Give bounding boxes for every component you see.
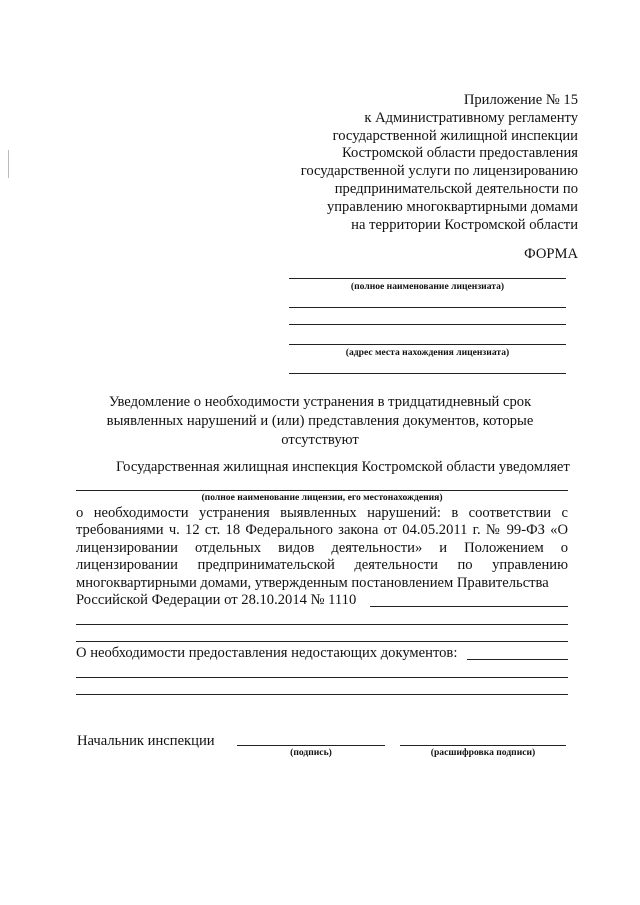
signature-decoding-caption: (расшифровка подписи) <box>430 747 536 758</box>
signature-decoding-line[interactable] <box>400 745 566 746</box>
licensee-line-3[interactable] <box>289 324 566 325</box>
violations-fill-line-3[interactable] <box>76 641 568 642</box>
licensee-name-line[interactable] <box>289 278 566 279</box>
notice-body-main: о необходимости устранения выявленных нарушений: в соответствии с требованиями ч. 12 ст. 18 Федерального закона от 04.05.2011 г. № 99-ФЗ «О лицензировании отдельных видов деятельности» и Положением о лицензировании предпринимательской деятельности по управлению многоквартирными домами, утвержденным постановлением Правительства <box>76 505 568 591</box>
license-name-caption: (полное наименование лицензии, его местонахождения) <box>201 492 443 503</box>
form-label: ФОРМА <box>524 246 578 262</box>
licensee-line-5[interactable] <box>289 373 566 374</box>
appendix-block <box>248 92 578 234</box>
notice-title: Уведомление о необходимости устранения в тридцатидневный срок выявленных нарушений и (или) представления документов, которые отсутствуют <box>106 394 534 448</box>
signature-line[interactable] <box>237 745 385 746</box>
appendix-line: Приложение № 15 <box>463 92 578 108</box>
signature-caption: (подпись) <box>290 747 332 758</box>
licensee-line-2[interactable] <box>289 307 566 308</box>
appendix-line: Костромской области предоставления <box>341 145 578 162</box>
missing-docs-fill-line-3[interactable] <box>76 694 568 695</box>
violations-fill-line-2[interactable] <box>76 624 568 625</box>
licensee-address-caption: (адрес места нахождения лицензиата) <box>345 347 510 358</box>
appendix-line: предпринимательской деятельности по <box>334 180 578 197</box>
inspection-notifies: Государственная жилищная инспекция Костромской области уведомляет <box>116 459 570 475</box>
missing-docs-fill-line-1[interactable] <box>467 659 568 660</box>
licensee-address-line[interactable] <box>289 344 566 345</box>
appendix-line: государственной жилищной инспекции <box>332 127 578 144</box>
missing-docs-label: О необходимости предоставления недостающих документов: <box>76 645 458 661</box>
notice-body-last-text: Российской Федерации от 28.10.2014 № 1110 <box>76 592 357 609</box>
notice-body <box>76 505 568 609</box>
licensee-name-caption: (полное наименование лицензиата) <box>350 281 505 292</box>
violations-fill-line-1[interactable] <box>370 606 568 607</box>
missing-docs-fill-line-2[interactable] <box>76 677 568 678</box>
signature-position: Начальник инспекции <box>77 733 215 749</box>
appendix-line: управлению многоквартирными домами <box>326 198 578 215</box>
scan-artifact <box>8 150 9 178</box>
appendix-line: к Административному регламенту <box>364 109 578 126</box>
license-name-line[interactable] <box>76 490 568 491</box>
appendix-line: на территории Костромской области <box>351 216 578 233</box>
appendix-line: государственной услуги по лицензированию <box>300 163 578 180</box>
